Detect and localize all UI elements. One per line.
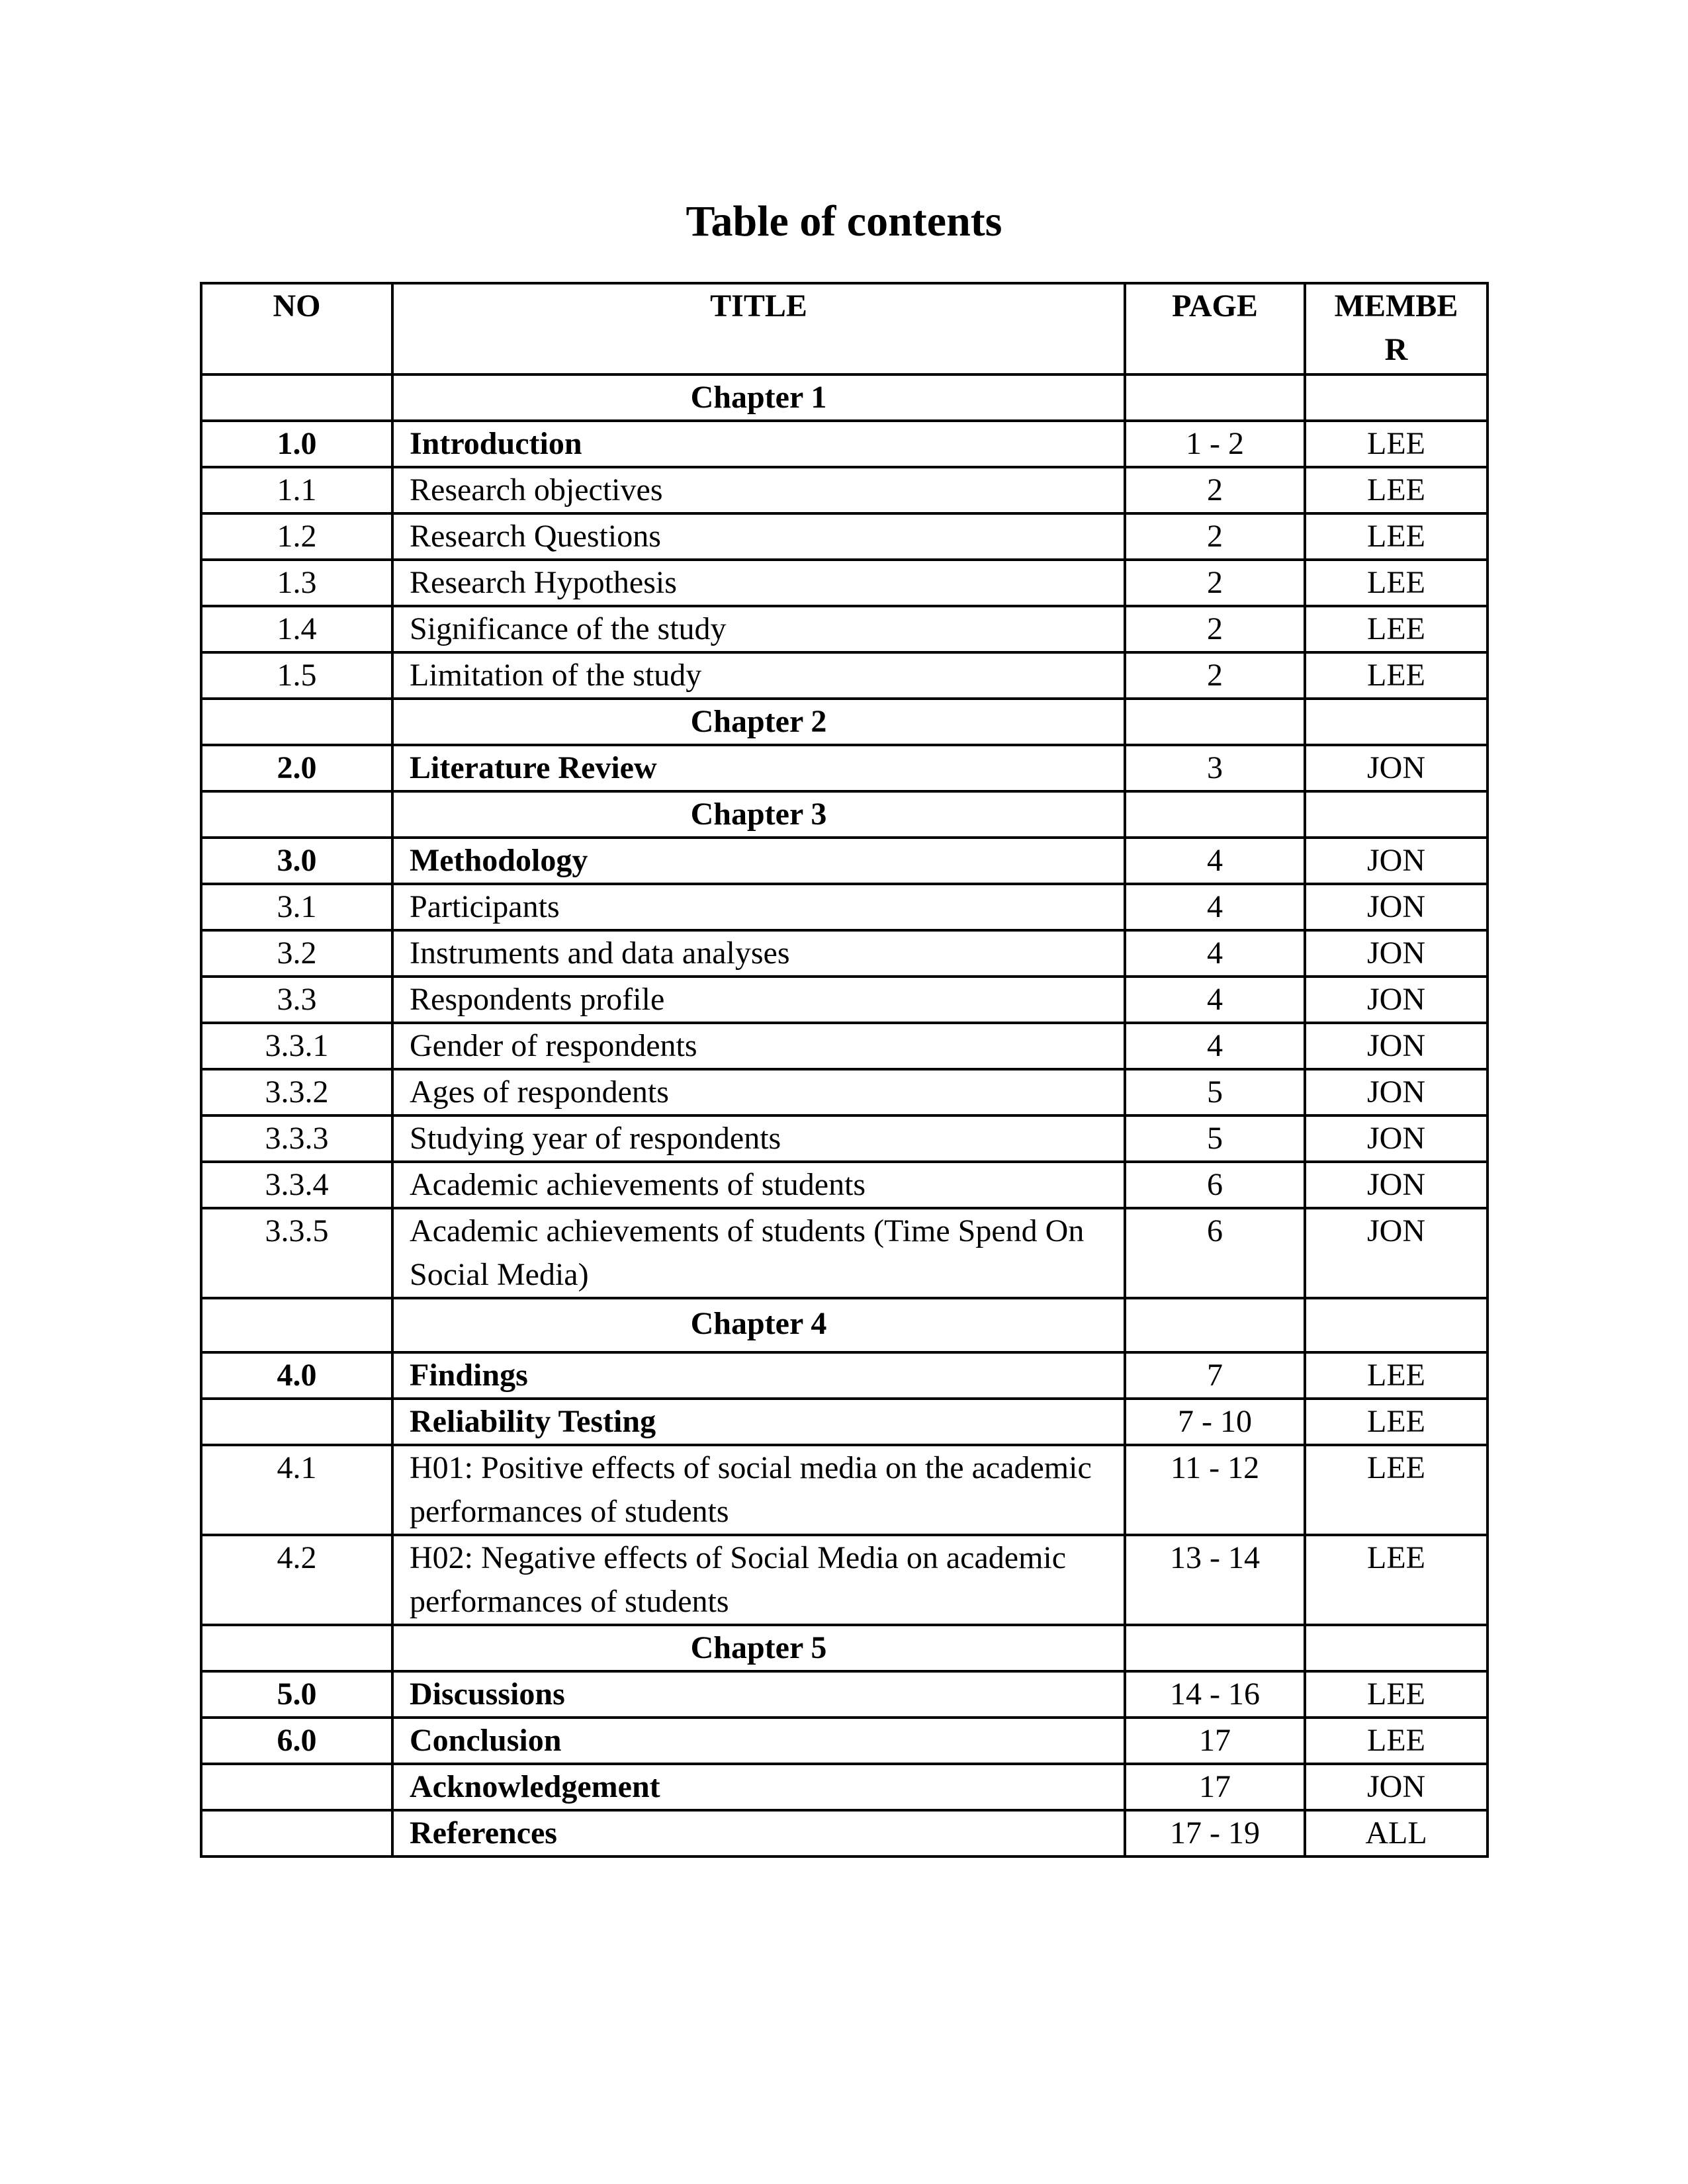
cell-no: 1.4 bbox=[201, 606, 392, 652]
chapter-row bbox=[201, 1625, 1488, 1671]
cell-member: LEE bbox=[1305, 606, 1488, 652]
cell-member bbox=[1305, 1298, 1488, 1352]
table-row bbox=[201, 930, 1488, 977]
cell-member: LEE bbox=[1305, 1445, 1488, 1535]
cell-no bbox=[201, 374, 392, 421]
table-of-contents bbox=[200, 282, 1489, 1858]
cell-page: 4 bbox=[1125, 1023, 1305, 1069]
cell-no bbox=[201, 699, 392, 745]
chapter-row bbox=[201, 1298, 1488, 1352]
cell-no: 4.0 bbox=[201, 1352, 392, 1399]
table-row bbox=[201, 467, 1488, 513]
table-row bbox=[201, 1671, 1488, 1718]
cell-title: Participants bbox=[392, 884, 1125, 930]
cell-title: Chapter 1 bbox=[392, 374, 1125, 421]
cell-title: Findings bbox=[392, 1352, 1125, 1399]
cell-no: 1.2 bbox=[201, 513, 392, 560]
cell-member: JON bbox=[1305, 745, 1488, 791]
cell-member: LEE bbox=[1305, 1535, 1488, 1625]
cell-title: Gender of respondents bbox=[392, 1023, 1125, 1069]
cell-page: 4 bbox=[1125, 930, 1305, 977]
table-row bbox=[201, 560, 1488, 606]
cell-page bbox=[1125, 1298, 1305, 1352]
table-row bbox=[201, 838, 1488, 884]
cell-page: 5 bbox=[1125, 1069, 1305, 1115]
cell-member bbox=[1305, 374, 1488, 421]
cell-title: H02: Negative effects of Social Media on academic performances of students bbox=[392, 1535, 1125, 1625]
table-row bbox=[201, 884, 1488, 930]
cell-no: 3.3.3 bbox=[201, 1115, 392, 1162]
cell-no: 3.2 bbox=[201, 930, 392, 977]
cell-page: 2 bbox=[1125, 652, 1305, 699]
cell-page: 14 - 16 bbox=[1125, 1671, 1305, 1718]
cell-no bbox=[201, 1810, 392, 1856]
cell-page: 7 bbox=[1125, 1352, 1305, 1399]
cell-title: Acknowledgement bbox=[392, 1764, 1125, 1810]
cell-no: 3.1 bbox=[201, 884, 392, 930]
cell-no bbox=[201, 1298, 392, 1352]
cell-title: Discussions bbox=[392, 1671, 1125, 1718]
cell-no: 3.3.5 bbox=[201, 1208, 392, 1298]
table-row bbox=[201, 1069, 1488, 1115]
cell-member: LEE bbox=[1305, 560, 1488, 606]
cell-member: ALL bbox=[1305, 1810, 1488, 1856]
chapter-row bbox=[201, 791, 1488, 838]
cell-page: 2 bbox=[1125, 606, 1305, 652]
cell-title: Significance of the study bbox=[392, 606, 1125, 652]
table-header-row bbox=[201, 283, 1488, 374]
cell-no: 6.0 bbox=[201, 1718, 392, 1764]
cell-no: 1.5 bbox=[201, 652, 392, 699]
cell-no: 4.2 bbox=[201, 1535, 392, 1625]
cell-member bbox=[1305, 699, 1488, 745]
table-body bbox=[201, 374, 1488, 1856]
table-row bbox=[201, 606, 1488, 652]
cell-no: 1.3 bbox=[201, 560, 392, 606]
cell-title: References bbox=[392, 1810, 1125, 1856]
cell-member: JON bbox=[1305, 1208, 1488, 1298]
cell-member: LEE bbox=[1305, 652, 1488, 699]
cell-page: 17 bbox=[1125, 1764, 1305, 1810]
cell-title: Research objectives bbox=[392, 467, 1125, 513]
table-row bbox=[201, 745, 1488, 791]
cell-title: Reliability Testing bbox=[392, 1399, 1125, 1445]
cell-no: 3.3.1 bbox=[201, 1023, 392, 1069]
cell-page: 6 bbox=[1125, 1162, 1305, 1208]
cell-page: 7 - 10 bbox=[1125, 1399, 1305, 1445]
cell-page: 2 bbox=[1125, 560, 1305, 606]
table-row bbox=[201, 1399, 1488, 1445]
cell-page: 4 bbox=[1125, 884, 1305, 930]
cell-member: JON bbox=[1305, 884, 1488, 930]
cell-no bbox=[201, 1399, 392, 1445]
cell-member: LEE bbox=[1305, 1671, 1488, 1718]
cell-member: JON bbox=[1305, 1023, 1488, 1069]
cell-no: 3.3.4 bbox=[201, 1162, 392, 1208]
table-row bbox=[201, 652, 1488, 699]
chapter-row bbox=[201, 699, 1488, 745]
cell-title: Research Hypothesis bbox=[392, 560, 1125, 606]
cell-page: 3 bbox=[1125, 745, 1305, 791]
cell-page: 2 bbox=[1125, 467, 1305, 513]
cell-no bbox=[201, 1764, 392, 1810]
cell-member bbox=[1305, 1625, 1488, 1671]
cell-page: 4 bbox=[1125, 977, 1305, 1023]
table-row bbox=[201, 1162, 1488, 1208]
cell-member: JON bbox=[1305, 1162, 1488, 1208]
cell-page: 4 bbox=[1125, 838, 1305, 884]
cell-no: 1.0 bbox=[201, 421, 392, 467]
cell-member: LEE bbox=[1305, 467, 1488, 513]
cell-title: Ages of respondents bbox=[392, 1069, 1125, 1115]
cell-title: Chapter 2 bbox=[392, 699, 1125, 745]
cell-member: JON bbox=[1305, 977, 1488, 1023]
cell-title: Methodology bbox=[392, 838, 1125, 884]
cell-no: 5.0 bbox=[201, 1671, 392, 1718]
table-row bbox=[201, 421, 1488, 467]
cell-no: 3.0 bbox=[201, 838, 392, 884]
cell-no: 4.1 bbox=[201, 1445, 392, 1535]
cell-page: 11 - 12 bbox=[1125, 1445, 1305, 1535]
header-no: NO bbox=[201, 283, 392, 374]
table-row bbox=[201, 1023, 1488, 1069]
cell-title: Introduction bbox=[392, 421, 1125, 467]
table-row bbox=[201, 1352, 1488, 1399]
cell-member: JON bbox=[1305, 1764, 1488, 1810]
table-row bbox=[201, 1718, 1488, 1764]
cell-no: 3.3.2 bbox=[201, 1069, 392, 1115]
cell-page bbox=[1125, 1625, 1305, 1671]
cell-page: 2 bbox=[1125, 513, 1305, 560]
cell-member bbox=[1305, 791, 1488, 838]
cell-title: Studying year of respondents bbox=[392, 1115, 1125, 1162]
table-row bbox=[201, 1115, 1488, 1162]
cell-page: 5 bbox=[1125, 1115, 1305, 1162]
cell-member: LEE bbox=[1305, 1718, 1488, 1764]
cell-no: 1.1 bbox=[201, 467, 392, 513]
cell-member: LEE bbox=[1305, 421, 1488, 467]
cell-page: 6 bbox=[1125, 1208, 1305, 1298]
cell-title: Instruments and data analyses bbox=[392, 930, 1125, 977]
cell-page bbox=[1125, 699, 1305, 745]
cell-title: Chapter 3 bbox=[392, 791, 1125, 838]
cell-title: Chapter 4 bbox=[392, 1298, 1125, 1352]
cell-title: Academic achievements of students (Time Spend On Social Media) bbox=[392, 1208, 1125, 1298]
cell-title: Limitation of the study bbox=[392, 652, 1125, 699]
table-row bbox=[201, 1208, 1488, 1298]
cell-title: Research Questions bbox=[392, 513, 1125, 560]
cell-title: Chapter 5 bbox=[392, 1625, 1125, 1671]
cell-page: 17 - 19 bbox=[1125, 1810, 1305, 1856]
cell-page: 17 bbox=[1125, 1718, 1305, 1764]
chapter-row bbox=[201, 374, 1488, 421]
cell-no: 2.0 bbox=[201, 745, 392, 791]
cell-page bbox=[1125, 374, 1305, 421]
header-page: PAGE bbox=[1125, 283, 1305, 374]
table-row bbox=[201, 1764, 1488, 1810]
cell-no bbox=[201, 791, 392, 838]
cell-member: LEE bbox=[1305, 1352, 1488, 1399]
cell-member: LEE bbox=[1305, 513, 1488, 560]
table-row bbox=[201, 1445, 1488, 1535]
cell-no bbox=[201, 1625, 392, 1671]
cell-title: Academic achievements of students bbox=[392, 1162, 1125, 1208]
cell-member: JON bbox=[1305, 838, 1488, 884]
table-row bbox=[201, 513, 1488, 560]
cell-member: JON bbox=[1305, 1115, 1488, 1162]
cell-no: 3.3 bbox=[201, 977, 392, 1023]
header-member: MEMBE R bbox=[1305, 283, 1488, 374]
cell-member: JON bbox=[1305, 1069, 1488, 1115]
cell-title: Respondents profile bbox=[392, 977, 1125, 1023]
header-title: TITLE bbox=[392, 283, 1125, 374]
table-row bbox=[201, 1810, 1488, 1856]
cell-member: JON bbox=[1305, 930, 1488, 977]
cell-page: 1 - 2 bbox=[1125, 421, 1305, 467]
cell-page bbox=[1125, 791, 1305, 838]
cell-page: 13 - 14 bbox=[1125, 1535, 1305, 1625]
cell-title: Literature Review bbox=[392, 745, 1125, 791]
page-title: Table of contents bbox=[686, 197, 1002, 245]
cell-title: Conclusion bbox=[392, 1718, 1125, 1764]
cell-member: LEE bbox=[1305, 1399, 1488, 1445]
cell-title: H01: Positive effects of social media on the academic performances of students bbox=[392, 1445, 1125, 1535]
table-row bbox=[201, 977, 1488, 1023]
table-row bbox=[201, 1535, 1488, 1625]
